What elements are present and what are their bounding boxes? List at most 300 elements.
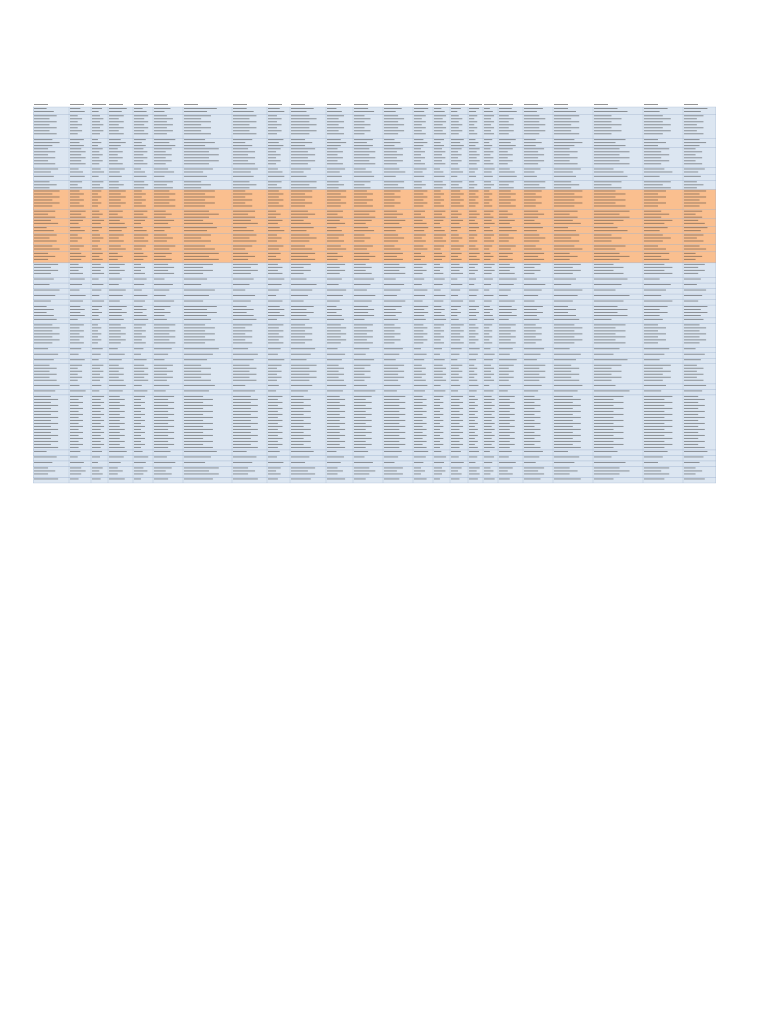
cell-text-placeholder [644,191,666,192]
cell-text-placeholder [384,368,398,369]
cell-text-placeholder [34,220,51,221]
cell-text-placeholder [268,184,277,185]
cell-text-placeholder [154,295,166,296]
cell-text-placeholder [92,256,99,257]
cell-text-placeholder [184,191,215,192]
cell-text-placeholder [268,309,284,310]
cell-text-placeholder [268,467,281,468]
cell-text-placeholder [384,417,399,418]
cell-text-placeholder [554,176,576,177]
cell-text-placeholder [384,194,395,195]
cell-text-placeholder [268,211,276,212]
cell-text-placeholder [233,451,247,452]
cell-text-placeholder [469,121,477,122]
cell-text-placeholder [484,130,491,131]
cell-text-placeholder [34,235,57,236]
cell-text-placeholder [469,399,478,400]
cell-text-placeholder [644,295,661,296]
cell-text-placeholder [134,230,147,231]
cell-text-placeholder [469,411,478,412]
cell-text-placeholder [644,115,663,116]
cell-text-placeholder [268,154,281,155]
cell-text-placeholder [684,121,703,122]
cell-text-placeholder [499,151,508,152]
column-header-placeholder [184,104,198,105]
cell-text-placeholder [109,194,121,195]
cell-text-placeholder [354,420,372,421]
cell-text-placeholder [327,333,346,334]
cell-text-placeholder [134,374,148,375]
cell-text-placeholder [484,408,492,409]
cell-text-placeholder [327,284,339,285]
cell-text-placeholder [384,309,396,310]
cell-text-placeholder [154,408,174,409]
cell-text-placeholder [524,230,537,231]
cell-text-placeholder [268,365,282,366]
cell-text-placeholder [684,235,703,236]
cell-text-placeholder [354,290,367,291]
cell-text-placeholder [154,139,175,140]
cell-text-placeholder [327,368,344,369]
cell-text-placeholder [594,151,630,152]
cell-text-placeholder [233,371,249,372]
cell-text-placeholder [499,191,511,192]
cell-text-placeholder [291,246,305,247]
cell-text-placeholder [70,108,80,109]
cell-text-placeholder [327,139,341,140]
cell-text-placeholder [451,402,463,403]
cell-text-placeholder [384,441,399,442]
cell-text-placeholder [469,377,474,378]
cell-text-placeholder [469,200,475,201]
table-row [33,384,716,390]
cell-text-placeholder [384,330,395,331]
cell-text-placeholder [499,438,515,439]
cell-text-placeholder [291,253,315,254]
cell-text-placeholder [524,246,536,247]
cell-text-placeholder [499,467,513,468]
cell-text-placeholder [327,124,339,125]
cell-text-placeholder [524,319,539,320]
cell-text-placeholder [524,414,535,415]
cell-text-placeholder [499,342,516,343]
cell-text-placeholder [384,160,403,161]
cell-text-placeholder [233,402,251,403]
cell-text-placeholder [327,371,339,372]
cell-text-placeholder [354,118,371,119]
cell-text-placeholder [92,172,104,173]
cell-text-placeholder [109,172,120,173]
cell-text-placeholder [109,191,126,192]
cell-text-placeholder [34,115,57,116]
cell-text-placeholder [109,399,125,400]
cell-text-placeholder [414,354,427,355]
cell-text-placeholder [384,411,399,412]
cell-text-placeholder [34,127,57,128]
cell-text-placeholder [134,327,142,328]
cell-text-placeholder [34,377,49,378]
cell-text-placeholder [684,181,697,182]
cell-text-placeholder [499,157,508,158]
cell-text-placeholder [184,333,215,334]
table-row [33,455,716,461]
cell-text-placeholder [499,478,510,479]
cell-text-placeholder [184,295,209,296]
cell-text-placeholder [354,330,373,331]
cell-text-placeholder [291,354,311,355]
cell-text-placeholder [109,217,123,218]
cell-text-placeholder [594,118,622,119]
cell-text-placeholder [92,290,101,291]
cell-text-placeholder [414,259,421,260]
cell-text-placeholder [644,160,669,161]
cell-text-placeholder [154,220,174,221]
cell-text-placeholder [524,333,542,334]
cell-text-placeholder [268,451,280,452]
cell-text-placeholder [554,246,574,247]
cell-text-placeholder [499,385,511,386]
cell-text-placeholder [644,405,664,406]
cell-text-placeholder [291,447,311,448]
cell-text-placeholder [268,273,282,274]
cell-text-placeholder [154,348,172,349]
cell-text-placeholder [34,451,47,452]
cell-text-placeholder [484,157,493,158]
cell-text-placeholder [414,470,425,471]
cell-text-placeholder [384,176,396,177]
cell-text-placeholder [484,217,493,218]
cell-text-placeholder [291,157,308,158]
cell-text-placeholder [384,365,404,366]
cell-text-placeholder [594,200,626,201]
cell-text-placeholder [684,390,702,391]
cell-text-placeholder [594,154,620,155]
cell-text-placeholder [554,172,573,173]
cell-text-placeholder [524,235,539,236]
cell-text-placeholder [594,414,624,415]
cell-text-placeholder [684,451,707,452]
cell-text-placeholder [327,121,344,122]
cell-text-placeholder [134,456,148,457]
column-header-placeholder [384,104,398,105]
cell-text-placeholder [291,181,317,182]
cell-text-placeholder [644,200,658,201]
cell-text-placeholder [594,256,630,257]
cell-text-placeholder [34,411,58,412]
cell-text-placeholder [109,371,119,372]
cell-text-placeholder [327,191,346,192]
cell-text-placeholder [92,133,100,134]
cell-text-placeholder [524,108,543,109]
cell-text-placeholder [451,235,459,236]
cell-text-placeholder [384,456,398,457]
cell-text-placeholder [434,435,440,436]
cell-text-placeholder [499,148,513,149]
cell-text-placeholder [92,238,103,239]
cell-text-placeholder [384,148,403,149]
cell-text-placeholder [268,290,279,291]
cell-text-placeholder [134,203,142,204]
cell-text-placeholder [92,169,101,170]
cell-text-placeholder [499,145,516,146]
cell-text-placeholder [451,336,464,337]
cell-text-placeholder [414,256,425,257]
cell-text-placeholder [554,429,581,430]
cell-text-placeholder [524,359,537,360]
cell-text-placeholder [524,284,545,285]
cell-text-placeholder [92,478,101,479]
cell-text-placeholder [594,194,626,195]
cell-text-placeholder [644,148,669,149]
cell-text-placeholder [554,264,581,265]
cell-text-placeholder [291,478,311,479]
cell-text-placeholder [594,385,616,386]
cell-text-placeholder [92,206,98,207]
cell-text-placeholder [469,154,480,155]
cell-text-placeholder [524,148,544,149]
cell-text-placeholder [684,127,703,128]
cell-text-placeholder [154,184,167,185]
cell-text-placeholder [268,408,282,409]
cell-text-placeholder [268,330,283,331]
cell-text-placeholder [554,414,573,415]
cell-text-placeholder [554,235,579,236]
cell-text-placeholder [291,214,315,215]
cell-text-placeholder [554,342,574,343]
cell-text-placeholder [414,169,427,170]
cell-text-placeholder [92,184,100,185]
cell-text-placeholder [233,438,251,439]
cell-text-placeholder [524,270,541,271]
cell-text-placeholder [499,279,517,280]
cell-text-placeholder [499,441,510,442]
cell-text-placeholder [70,267,83,268]
cell-text-placeholder [92,306,102,307]
cell-text-placeholder [499,354,510,355]
cell-text-placeholder [469,259,480,260]
cell-text-placeholder [92,339,101,340]
cell-text-placeholder [484,444,492,445]
cell-text-placeholder [327,151,343,152]
cell-text-placeholder [451,160,462,161]
cell-text-placeholder [451,438,463,439]
cell-text-placeholder [184,380,211,381]
cell-text-placeholder [354,230,374,231]
cell-text-placeholder [644,273,672,274]
cell-text-placeholder [268,342,283,343]
cell-text-placeholder [469,181,474,182]
cell-text-placeholder [291,473,315,474]
cell-text-placeholder [684,467,696,468]
cell-text-placeholder [484,200,492,201]
cell-text-placeholder [354,169,366,170]
cell-text-placeholder [384,256,397,257]
cell-text-placeholder [134,130,144,131]
cell-text-placeholder [134,399,141,400]
cell-text-placeholder [184,115,211,116]
cell-text-placeholder [184,230,207,231]
column-header-placeholder [414,104,428,105]
cell-text-placeholder [384,249,401,250]
cell-text-placeholder [184,200,205,201]
cell-text-placeholder [268,230,284,231]
cell-text-placeholder [469,273,475,274]
cell-text-placeholder [524,151,538,152]
cell-text-placeholder [414,187,422,188]
cell-text-placeholder [469,187,474,188]
cell-text-placeholder [554,467,570,468]
cell-text-placeholder [469,470,477,471]
cell-text-placeholder [291,154,315,155]
cell-text-placeholder [684,365,697,366]
cell-text-placeholder [92,139,98,140]
cell-text-placeholder [499,121,509,122]
cell-text-placeholder [524,456,539,457]
cell-text-placeholder [451,342,464,343]
cell-text-placeholder [154,267,174,268]
cell-text-placeholder [184,473,219,474]
cell-text-placeholder [434,124,443,125]
cell-text-placeholder [291,396,304,397]
cell-text-placeholder [134,420,145,421]
cell-text-placeholder [354,214,369,215]
cell-text-placeholder [451,241,459,242]
cell-text-placeholder [354,145,373,146]
cell-text-placeholder [70,380,78,381]
cell-text-placeholder [354,163,375,164]
cell-text-placeholder [70,385,79,386]
cell-text-placeholder [451,478,459,479]
cell-text-placeholder [268,197,279,198]
cell-text-placeholder [434,333,441,334]
cell-text-placeholder [327,200,341,201]
cell-text-placeholder [384,121,398,122]
cell-text-placeholder [327,176,342,177]
cell-text-placeholder [291,420,304,421]
cell-text-placeholder [34,249,60,250]
cell-text-placeholder [451,333,460,334]
cell-text-placeholder [327,374,344,375]
cell-text-placeholder [34,279,54,280]
cell-text-placeholder [134,365,144,366]
cell-text-placeholder [134,246,146,247]
cell-text-placeholder [524,290,542,291]
cell-text-placeholder [109,377,119,378]
cell-text-placeholder [291,327,312,328]
cell-text-placeholder [70,151,86,152]
cell-text-placeholder [594,176,628,177]
cell-text-placeholder [268,473,281,474]
cell-text-placeholder [644,339,666,340]
cell-text-placeholder [414,324,423,325]
cell-text-placeholder [184,342,205,343]
cell-text-placeholder [644,374,663,375]
cell-text-placeholder [434,194,444,195]
cell-text-placeholder [70,194,84,195]
cell-text-placeholder [70,270,79,271]
cell-text-placeholder [154,336,175,337]
cell-text-placeholder [154,187,173,188]
cell-text-placeholder [414,408,423,409]
cell-text-placeholder [451,176,457,177]
cell-text-placeholder [233,214,248,215]
cell-text-placeholder [524,396,535,397]
cell-text-placeholder [524,301,535,302]
cell-text-placeholder [109,227,127,228]
cell-text-placeholder [499,223,510,224]
cell-text-placeholder [291,160,315,161]
cell-text-placeholder [184,478,213,479]
cell-text-placeholder [109,118,119,119]
cell-text-placeholder [684,259,696,260]
cell-text-placeholder [268,385,279,386]
cell-text-placeholder [524,145,536,146]
cell-text-placeholder [134,154,143,155]
cell-text-placeholder [184,309,207,310]
cell-text-placeholder [554,145,574,146]
cell-text-placeholder [184,246,205,247]
cell-text-placeholder [434,197,441,198]
cell-text-placeholder [184,194,205,195]
cell-text-placeholder [109,435,125,436]
cell-text-placeholder [554,444,573,445]
cell-text-placeholder [70,142,79,143]
cell-text-placeholder [451,227,461,228]
cell-text-placeholder [134,108,143,109]
cell-text-placeholder [109,426,120,427]
cell-text-placeholder [233,408,251,409]
cell-text-placeholder [434,478,440,479]
cell-text-placeholder [524,295,538,296]
cell-text-placeholder [684,462,700,463]
cell-text-placeholder [684,354,705,355]
cell-text-placeholder [134,259,143,260]
cell-text-placeholder [268,187,282,188]
cell-text-placeholder [434,256,445,257]
cell-text-placeholder [414,441,427,442]
cell-text-placeholder [384,432,405,433]
cell-text-placeholder [184,154,219,155]
cell-text-placeholder [109,411,125,412]
cell-text-placeholder [484,447,495,448]
cell-text-placeholder [434,456,446,457]
cell-text-placeholder [554,270,581,271]
cell-text-placeholder [233,301,251,302]
cell-text-placeholder [134,187,144,188]
cell-text-placeholder [184,142,215,143]
cell-text-placeholder [451,432,463,433]
cell-text-placeholder [34,470,55,471]
cell-text-placeholder [327,309,342,310]
cell-text-placeholder [327,339,346,340]
cell-text-placeholder [451,354,459,355]
cell-text-placeholder [291,359,306,360]
cell-text-placeholder [554,249,582,250]
cell-text-placeholder [109,405,125,406]
cell-text-placeholder [327,447,345,448]
cell-text-placeholder [233,111,254,112]
cell-text-placeholder [644,396,672,397]
cell-text-placeholder [414,451,428,452]
cell-text-placeholder [499,139,516,140]
cell-text-placeholder [499,473,513,474]
cell-text-placeholder [134,163,147,164]
cell-text-placeholder [154,312,171,313]
cell-text-placeholder [70,438,83,439]
cell-text-placeholder [184,203,215,204]
cell-text-placeholder [451,456,459,457]
cell-text-placeholder [134,470,147,471]
